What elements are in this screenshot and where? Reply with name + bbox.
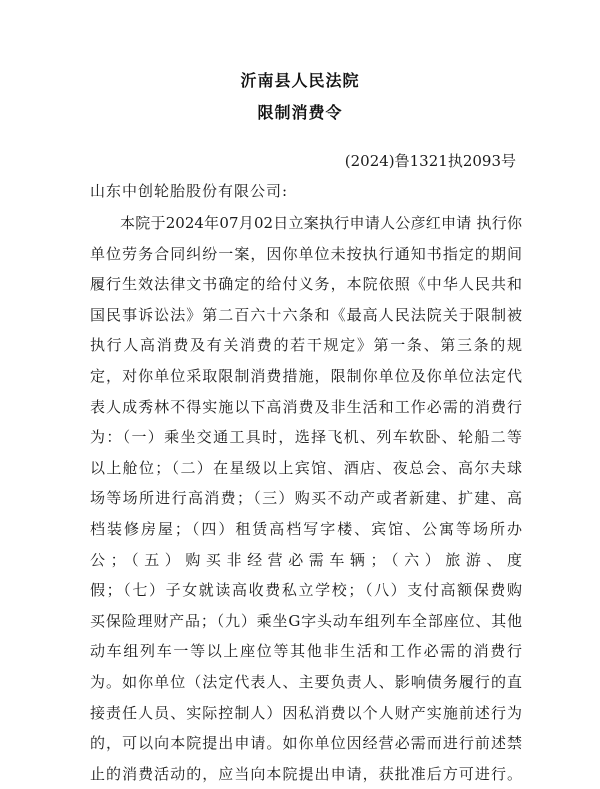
body-line: 表人成秀林不得实施以下高消费及非生活和工作必需的消费行 <box>90 397 522 416</box>
body-line: 档装修房屋；（四）租赁高档写字楼、宾馆、公寓等场所办 <box>90 519 522 538</box>
body-line: 本院于2024年07月02日立案执行申请人公彦红申请 执行你 <box>120 214 522 232</box>
body-line: 接责任人员、实际控制人）因私消费以个人财产实施前述行为 <box>90 703 522 722</box>
court-name: 沂南县人民法院 <box>240 71 360 90</box>
document-title: 限制消费令 <box>257 103 343 122</box>
body-line: 假；（七）子女就读高收费私立学校；（八）支付高额保费购 <box>90 581 522 600</box>
body-line: 以上舱位；（二）在星级以上宾馆、酒店、夜总会、高尔夫球 <box>90 458 522 477</box>
order-body <box>90 208 522 789</box>
body-line: 定，对你单位采取限制消费措施，限制你单位及你单位法定代 <box>90 366 522 385</box>
body-line: 履行生效法律文书确定的给付义务，本院依照《中华人民共和 <box>90 275 522 294</box>
body-line: 单位劳务合同纠纷一案，因你单位未按执行通知书指定的期间 <box>90 244 522 263</box>
body-line: 为：（一）乘坐交通工具时，选择飞机、列车软卧、轮船二等 <box>90 428 522 447</box>
case-number: (2024)鲁1321执2093号 <box>344 152 516 170</box>
body-line: 场等场所进行高消费；（三）购买不动产或者新建、扩建、高 <box>90 489 522 508</box>
body-line: 执行人高消费及有关消费的若干规定》第一条、第三条的规 <box>90 336 522 355</box>
body-line: 的，可以向本院提出申请。如你单位因经营必需而进行前述禁 <box>90 734 522 753</box>
body-line: 为。如你单位（法定代表人、主要负责人、影响债务履行的直 <box>90 672 522 691</box>
addressee: 山东中创轮胎股份有限公司: <box>90 182 289 200</box>
body-line: 国民事诉讼法》第二百六十六条和《最高人民法院关于限制被 <box>90 305 522 324</box>
body-line: 公；（五）购买非经营必需车辆；（六）旅游、度 <box>90 550 522 569</box>
body-line: 买保险理财产品；（九）乘坐G字头动车组列车全部座位、其他 <box>90 611 522 630</box>
body-line: 止的消费活动的，应当向本院提出申请，获批准后方可进行。 <box>90 764 522 783</box>
body-line: 动车组列车一等以上座位等其他非生活和工作必需的消费行 <box>90 642 522 661</box>
